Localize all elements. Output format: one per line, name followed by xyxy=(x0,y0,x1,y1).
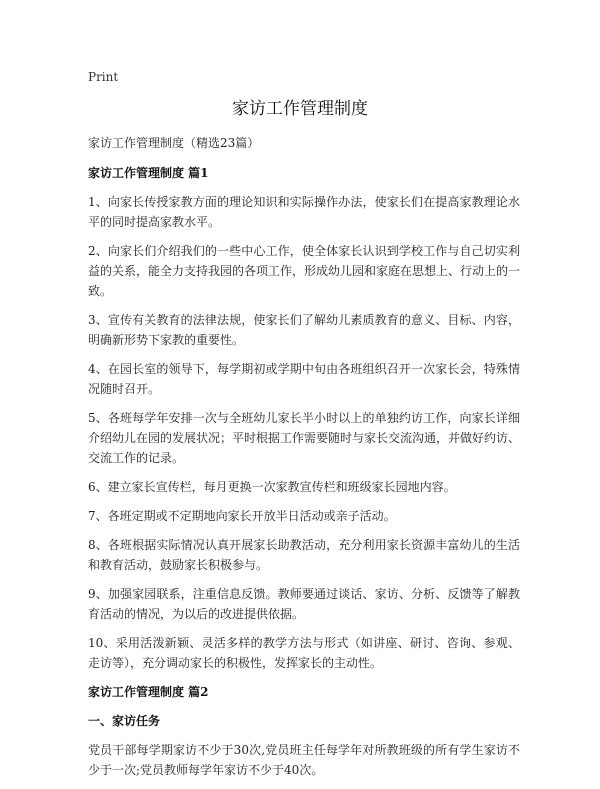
paragraph: 3、宣传有关教育的法律法规，使家长们了解幼儿素质教育的意义、目标、内容，明确新形势下家教的重要性。 xyxy=(88,313,520,347)
page-title: 家访工作管理制度 xyxy=(232,99,368,119)
paragraph: 10、采用活泼新颖、灵活多样的教学方法与形式（如讲座、研讨、咨询、参观、走访等），充分调动家长的积极性，发挥家长的主动性。 xyxy=(88,636,520,670)
paragraph: 7、各班定期或不定期地向家长开放半日活动或亲子活动。 xyxy=(88,509,396,523)
paragraph: 党员干部每学期家访不少于30次,党员班主任每学年对所教班级的所有学生家访不少于一次;党员教师每学年家访不少于40次。 xyxy=(88,743,520,777)
paragraph: 6、建立家长宣传栏，每月更换一次家教宣传栏和班级家长园地内容。 xyxy=(88,480,456,494)
paragraph: 9、加强家园联系，注重信息反馈。教师要通过谈话、家访、分析、反馈等了解教育活动的情况，为以后的改进提供依据。 xyxy=(88,587,520,621)
document-subtitle: 家访工作管理制度（精选23篇） xyxy=(88,136,260,150)
paragraph: 5、各班每学年安排一次与全班幼儿家长半小时以上的单独约访工作，向家长详细介绍幼儿在园的发展状况；平时根据工作需要随时与家长交流沟通，并做好约访、交流工作的记录。 xyxy=(88,411,521,465)
print-link[interactable]: Print xyxy=(88,70,119,84)
document-body xyxy=(88,133,520,789)
section-heading-2: 家访工作管理制度 篇2 xyxy=(88,685,209,699)
paragraph: 1、向家长传授家教方面的理论知识和实际操作办法，使家长们在提高家教理论水平的同时提高家教水平。 xyxy=(88,195,520,229)
sub-heading: 一、家访任务 xyxy=(88,714,161,728)
paragraph: 4、在园长室的领导下，每学期初或学期中旬由各班组织召开一次家长会，特殊情况随时召开。 xyxy=(88,362,520,396)
paragraph: 2、向家长们介绍我们的一些中心工作，使全体家长认识到学校工作与自己切实利益的关系，能全力支持我园的各项工作，形成幼儿园和家庭在思想上、行动上的一致。 xyxy=(88,244,521,298)
paragraph: 8、各班根据实际情况认真开展家长助教活动，充分利用家长资源丰富幼儿的生活和教育活动，鼓励家长积极参与。 xyxy=(88,538,520,572)
section-heading-1: 家访工作管理制度 篇1 xyxy=(88,166,209,180)
